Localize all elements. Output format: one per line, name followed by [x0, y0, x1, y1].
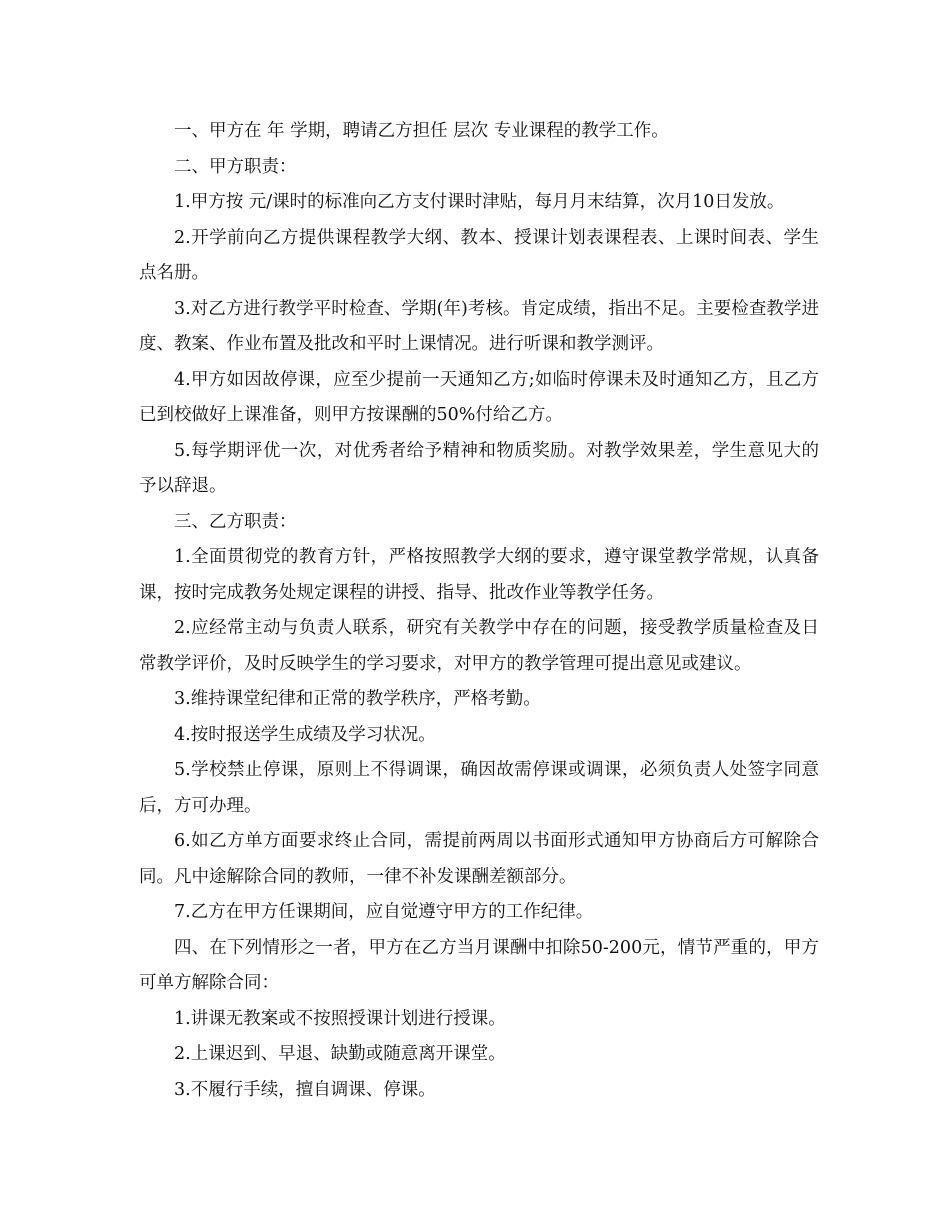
- party-b-duty-5: 5.学校禁止停课，原则上不得调课，确因故需停课或调课，必须负责人处签字同意后，方可办理。: [139, 760, 819, 816]
- party-a-duty-5: 5.每学期评优一次，对优秀者给予精神和物质奖励。对教学效果差，学生意见大的予以辞退。: [139, 440, 819, 496]
- party-a-duty-4: 4.甲方如因故停课，应至少提前一天通知乙方;如临时停课未及时通知乙方，且乙方已到校做好上课准备，则甲方按课酬的50%付给乙方。: [139, 369, 819, 425]
- document-body: [139, 114, 819, 1108]
- penalty-item-2: 2.上课迟到、早退、缺勤或随意离开课堂。: [174, 1044, 506, 1064]
- party-b-duty-2: 2.应经常主动与负责人联系，研究有关教学中存在的问题，接受教学质量检查及日常教学评价，及时反映学生的学习要求，对甲方的教学管理可提出意见或建议。: [139, 618, 819, 674]
- section-heading-party-a-duties: 二、甲方职责：: [174, 156, 297, 177]
- penalty-item-3: 3.不履行手续，擅自调课、停课。: [174, 1079, 436, 1100]
- section-heading-party-b-duties: 三、乙方职责：: [174, 511, 297, 532]
- party-a-duty-1: 1.甲方按 元/课时的标准向乙方支付课时津贴，每月月末结算，次月10日发放。: [174, 192, 785, 212]
- penalty-item-1: 1.讲课无教案或不按照授课计划进行授课。: [174, 1008, 506, 1029]
- party-a-duty-3: 3.对乙方进行教学平时检查、学期(年)考核。肯定成绩，指出不足。主要检查教学进度、教案、作业布置及批改和平时上课情况。进行听课和教学测评。: [139, 298, 819, 354]
- party-b-duty-1: 1.全面贯彻党的教育方针，严格按照教学大纲的要求，遵守课堂教学常规，认真备课，按时完成教务处规定课程的讲授、指导、批改作业等教学任务。: [139, 547, 819, 603]
- party-b-duty-6: 6.如乙方单方面要求终止合同，需提前两周以书面形式通知甲方协商后方可解除合同。凡中途解除合同的教师，一律不补发课酬差额部分。: [139, 831, 819, 887]
- party-b-duty-7: 7.乙方在甲方任课期间，应自觉遵守甲方的工作纪律。: [174, 902, 594, 922]
- party-a-duty-2: 2.开学前向乙方提供课程教学大纲、教本、授课计划表课程表、上课时间表、学生点名册。: [139, 227, 819, 283]
- paragraph-intro: 一、甲方在 年 学期，聘请乙方担任 层次 专业课程的教学工作。: [174, 121, 669, 141]
- section-heading-penalties: 四、在下列情形之一者，甲方在乙方当月课酬中扣除50-200元，情节严重的，甲方可单方解除合同：: [139, 937, 819, 993]
- party-b-duty-3: 3.维持课堂纪律和正常的教学秩序，严格考勤。: [174, 689, 541, 709]
- party-b-duty-4: 4.按时报送学生成绩及学习状况。: [174, 724, 436, 745]
